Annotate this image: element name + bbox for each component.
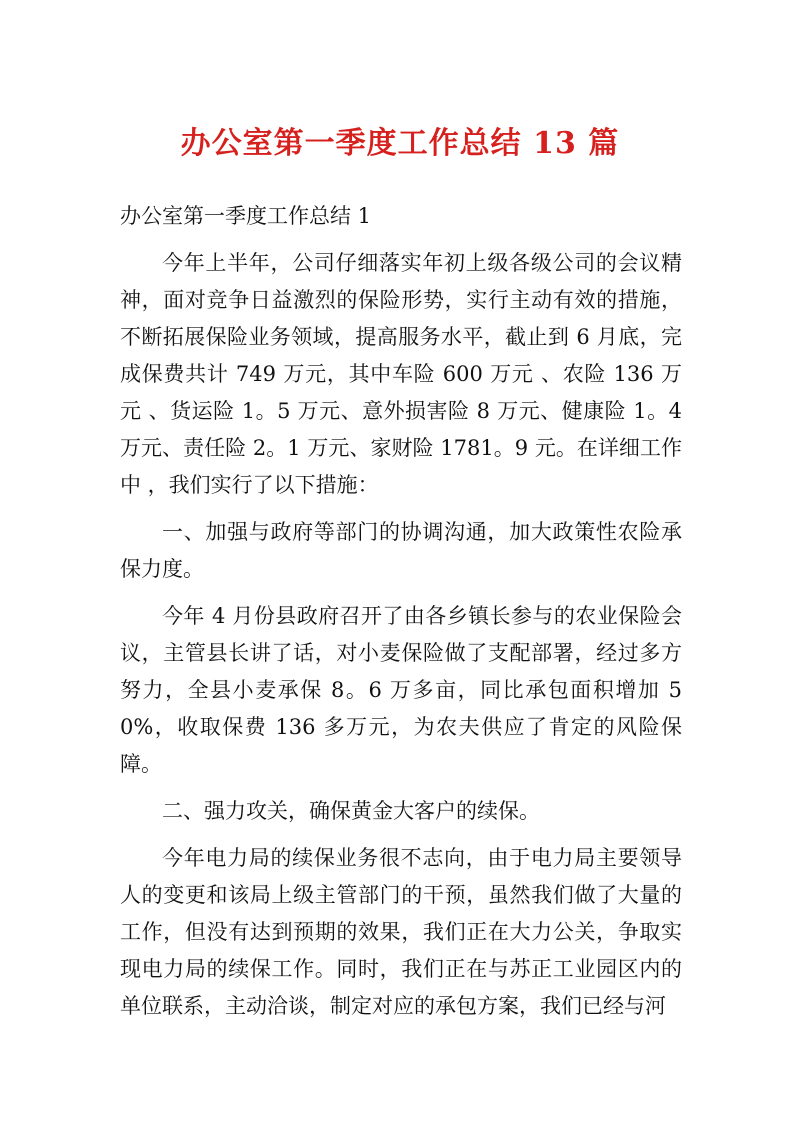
paragraph-3: 今年 4 月份县政府召开了由各乡镇长参与的农业保险会议，主管县长讲了话，对小麦保险做了支配部署，经过多方努力，全县小麦承保 8。6 万多亩，同比承包面积增加 50%，收取保费 136 多万元，为农夫供应了肯定的风险保障。	[120, 604, 682, 776]
document-title: 办公室第一季度工作总结 13 篇	[180, 126, 620, 161]
paragraph-5: 今年电力局的续保业务很不志向，由于电力局主要领导人的变更和该局上级主管部门的干预，虽然我们做了大量的工作，但没有达到预期的效果，我们正在大力公关，争取实现电力局的续保工作。同时，我们正在与苏正工业园区内的单位联系，主动洽谈，制定对应的承包方案，我们已经与河	[120, 846, 682, 1018]
paragraph-2: 一、加强与政府等部门的协调沟通，加大政策性农险承保力度。	[120, 520, 682, 581]
paragraph-1: 今年上半年，公司仔细落实年初上级各级公司的会议精神，面对竞争日益激烈的保险形势，实行主动有效的措施，不断拓展保险业务领域，提高服务水平，截止到 6 月底，完成保费共计 749 万元，其中车险 600 万元 、农险 136 万元 、货运险 1。5 万元、意外损害险 8 万元、健康险 1。4 万元、责任险 2。1 万元、家财险 1781。9 元。在详细工作中 ，我们实行了以下措施：	[120, 251, 682, 497]
document-body	[120, 198, 682, 1035]
paragraph-4: 二、强力攻关，确保黄金大客户的续保。	[162, 799, 540, 823]
section-heading: 办公室第一季度工作总结 1	[120, 204, 372, 228]
